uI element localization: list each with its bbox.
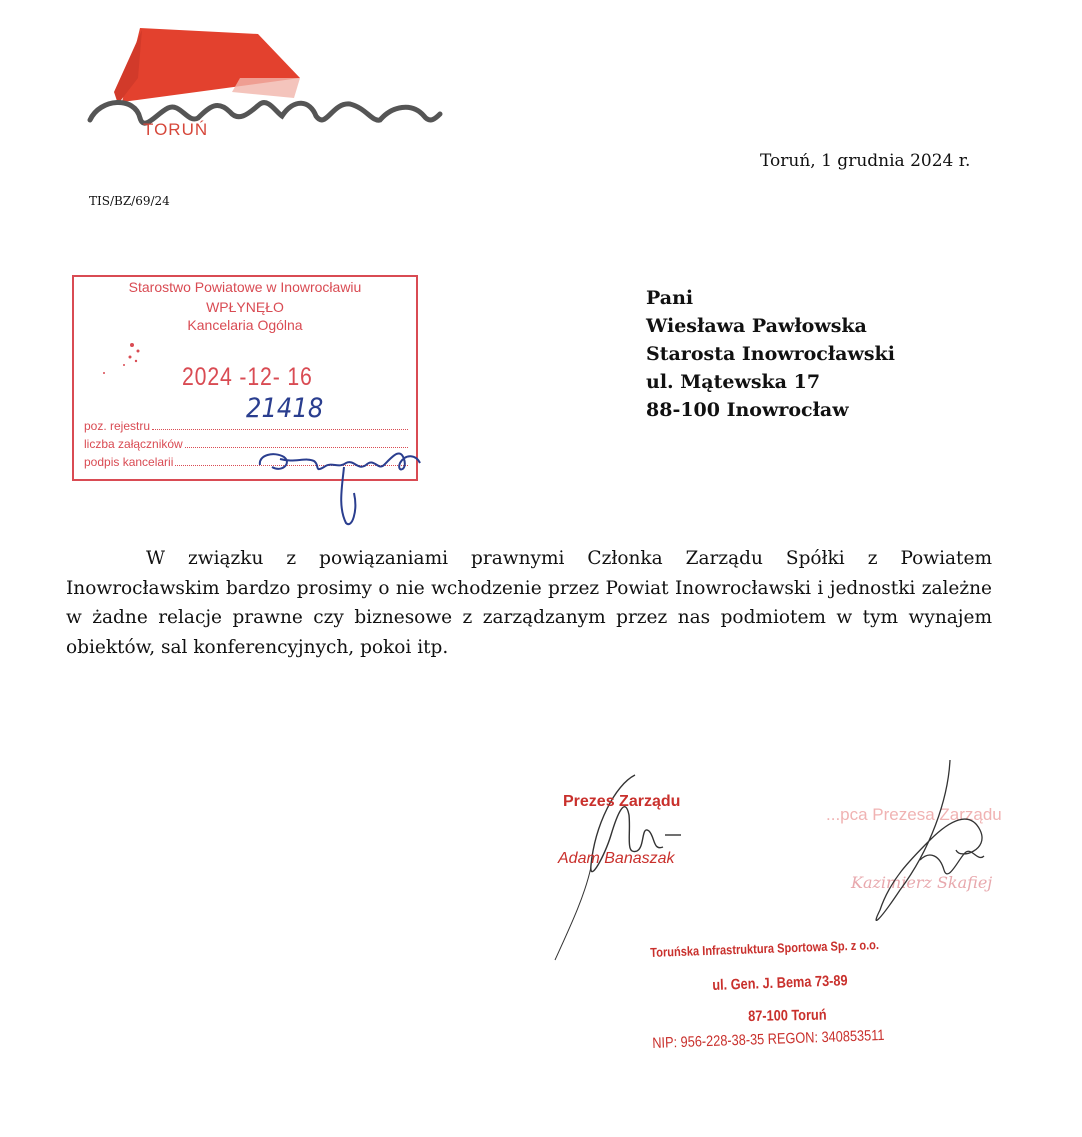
recipient-position: Starosta Inowrocławski	[646, 343, 895, 365]
incoming-stamp	[72, 275, 418, 481]
vice-president-name: Kazimierz Skafiej	[851, 873, 993, 892]
stamp-department: Kancelaria Ogólna	[187, 317, 303, 333]
stamp-register-label: poz. rejestru	[84, 419, 151, 433]
logo-subtitle: TORUŃ	[143, 120, 209, 139]
arena-torun-logo	[80, 20, 460, 150]
company-city: 87-100 Toruń	[748, 1006, 827, 1025]
company-street: ul. Gen. J. Bema 73-89	[712, 972, 848, 994]
reference-number: TIS/BZ/69/24	[89, 194, 170, 208]
register-number: 21418	[246, 393, 324, 424]
stamp-attachments-label: liczba załączników	[84, 437, 183, 451]
vice-president-title: ...pca Prezesa Zarządu	[826, 805, 1002, 824]
president-title: Prezes Zarządu	[563, 793, 681, 810]
logo-roof-shadow	[232, 78, 300, 98]
stamp-signature-label: podpis kancelarii	[84, 455, 174, 469]
stamp-office: Starostwo Powiatowe w Inowrocławiu	[128, 279, 362, 295]
recipient-name: Wiesława Pawłowska	[646, 315, 867, 337]
letter-body: W związku z powiązaniami prawnymi Członka Zarządu Spółki z Powiatem Inowrocławskim bardzo prosimy o nie wchodzenie przez Powiat Inowrocławski i jednostki zależne w żadne relacje prawne czy biznesowe z zarządzanym przez nas podmiotem w tym wynajem obiektów, sal konferencyjnych, pokoi itp.	[66, 548, 992, 658]
stamp-ink-specks	[94, 337, 154, 387]
company-tax-ids: NIP: 956-228-38-35 REGON: 340853511	[652, 1026, 885, 1052]
recipient-street: ul. Mątewska 17	[646, 371, 821, 393]
recipient-salutation: Pani	[646, 287, 694, 309]
vice-president-handwritten-signature	[860, 760, 1010, 940]
letter-date: Toruń, 1 grudnia 2024 r.	[760, 151, 971, 171]
company-name: Toruńska Infrastruktura Sportowa Sp. z o.o.	[650, 937, 880, 960]
recipient-city: 88-100 Inowrocław	[646, 399, 849, 421]
clerk-signature	[254, 437, 434, 527]
recipient-address	[646, 284, 895, 424]
president-name: Adam Banaszak	[558, 850, 675, 867]
stamp-date: 2024 -12- 16	[182, 363, 313, 391]
stamp-received: WPŁYNĘŁO	[206, 299, 284, 315]
